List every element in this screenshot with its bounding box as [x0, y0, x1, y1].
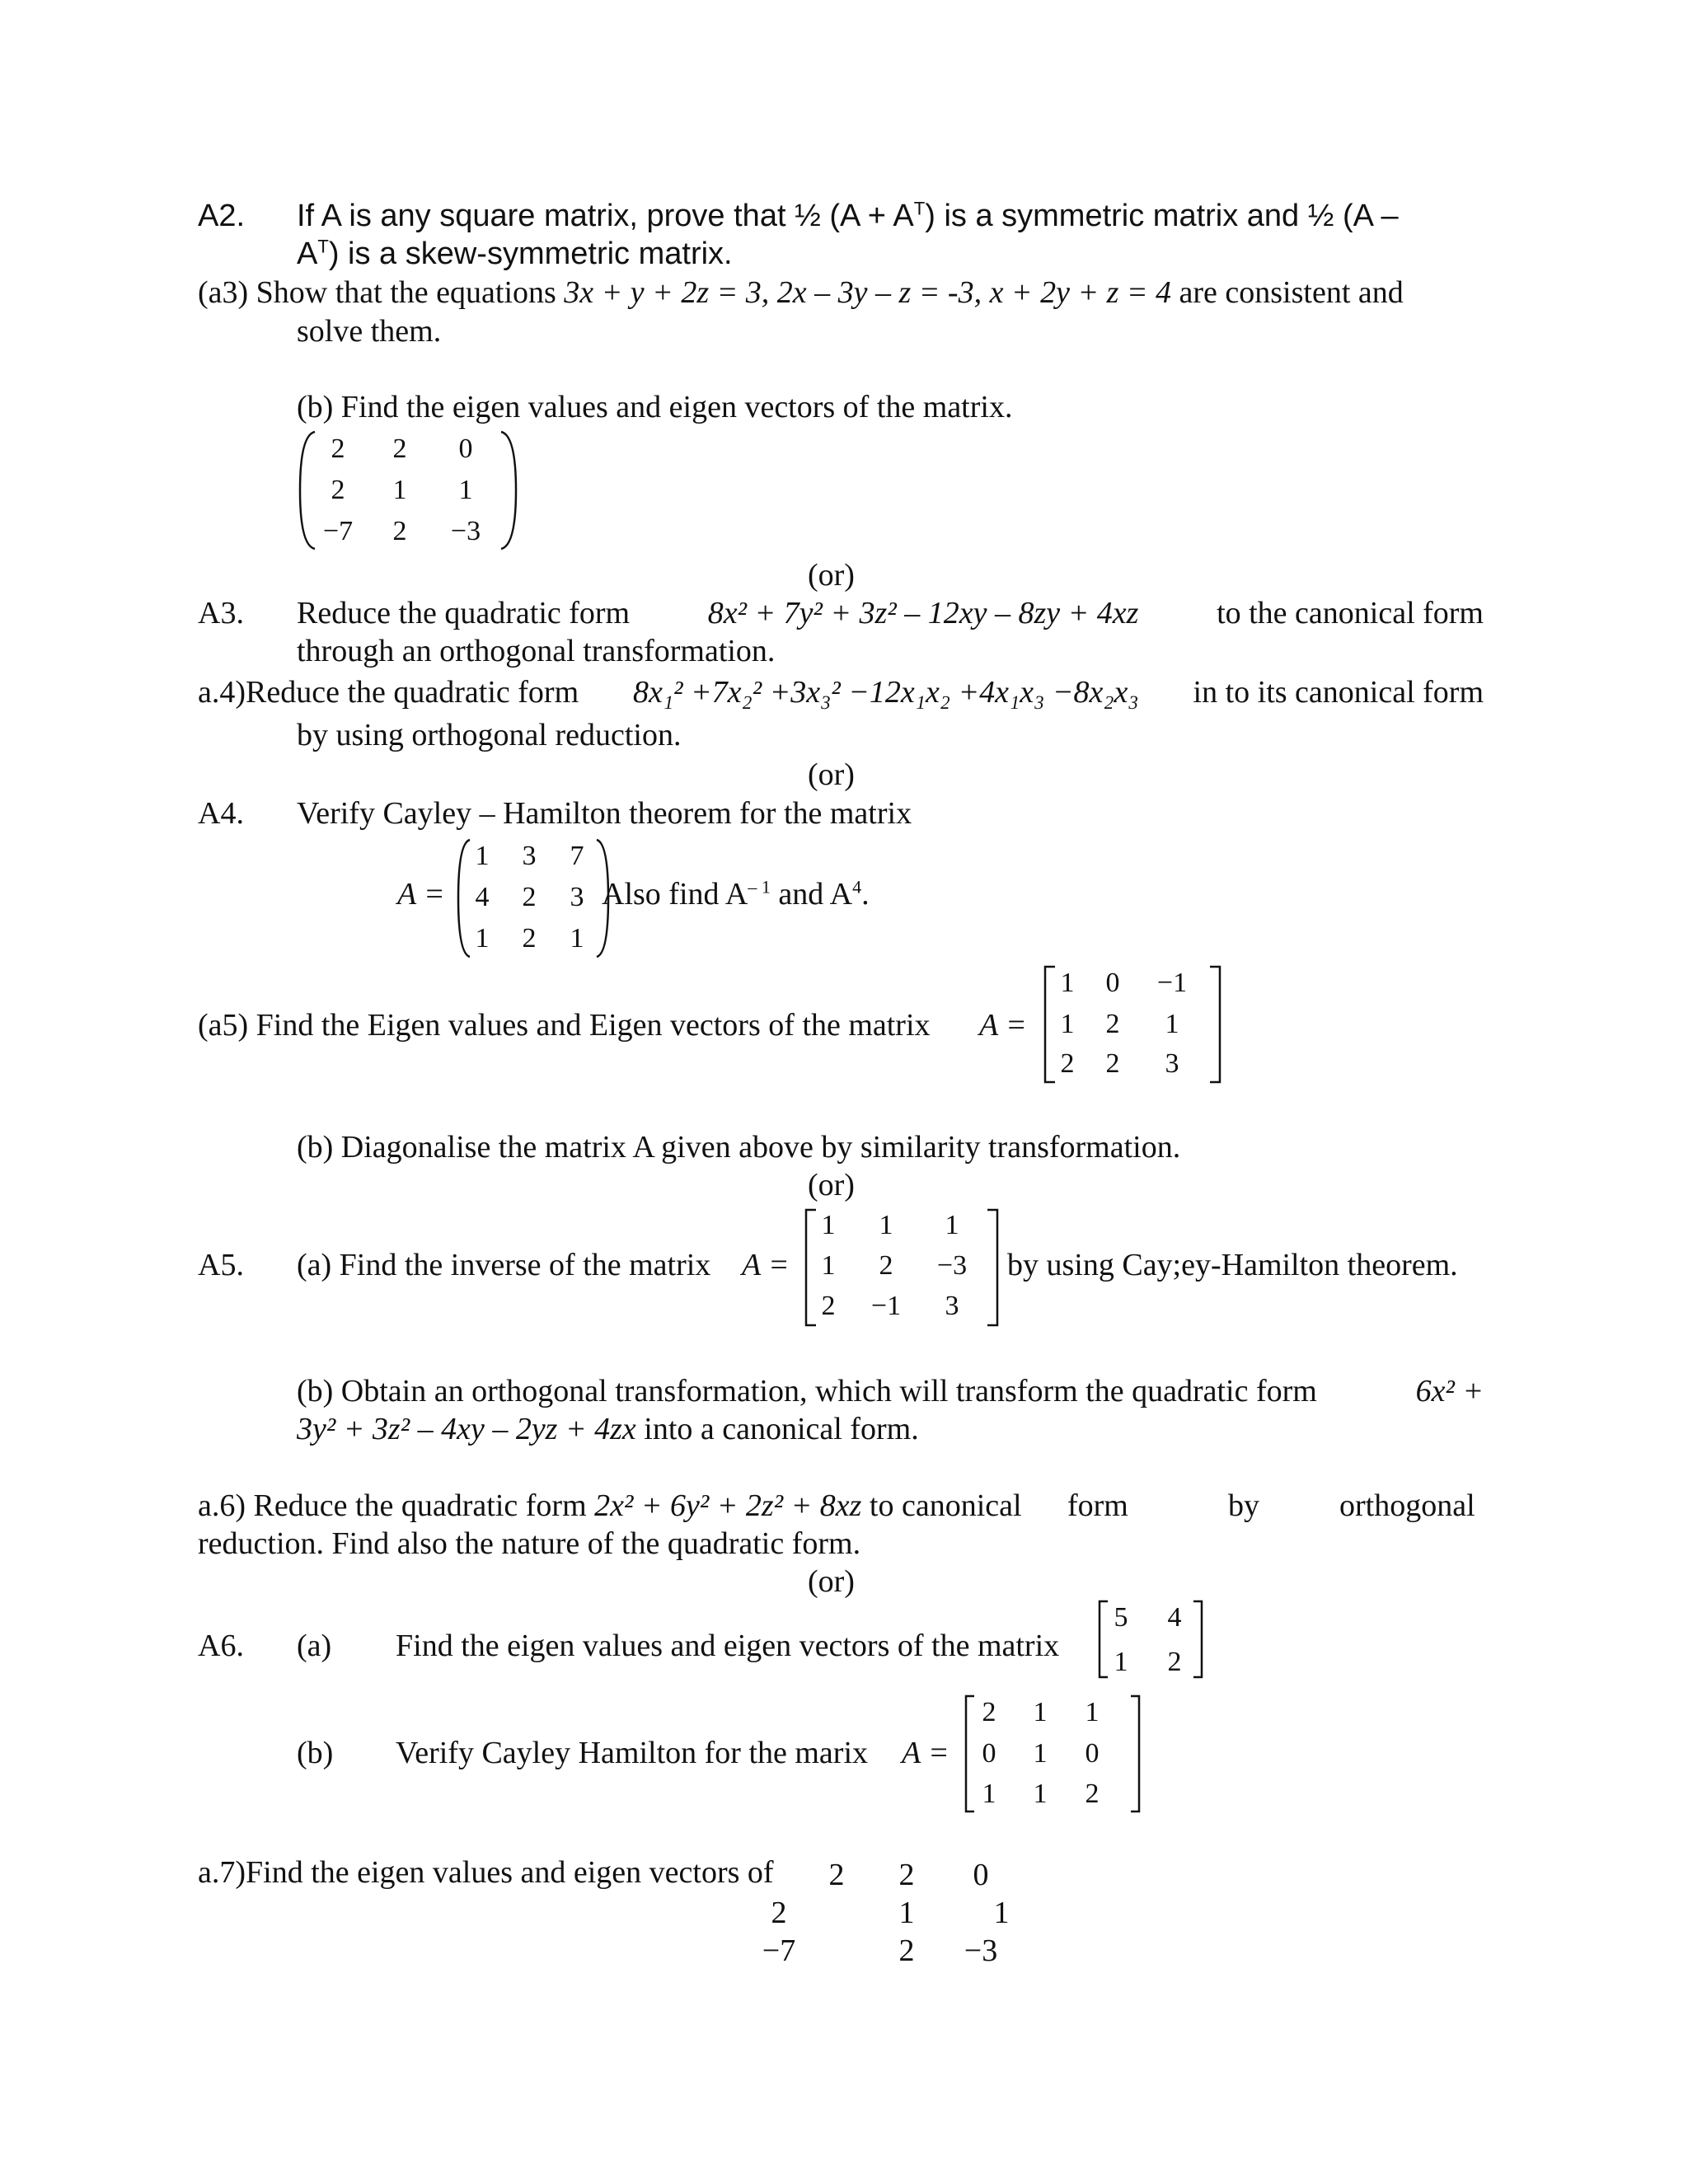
matrix-cell: 2	[898, 1858, 915, 1892]
A3-line1: Reduce the quadratic form 8x² + 7y² + 3z² – 12xy – 8zy + 4xz to the canonical form	[297, 596, 1484, 630]
matrix-cell: −3	[964, 1933, 998, 1968]
matrix-cell: 1	[898, 1896, 915, 1930]
or-separator: (or)	[808, 757, 855, 792]
matrix-cell: 2	[331, 475, 345, 505]
matrix-cell: 2	[1105, 1048, 1120, 1079]
matrix-cell: 4	[1167, 1602, 1182, 1633]
matrix-cell: 2	[522, 923, 537, 954]
matrix-cell: 1	[1060, 1009, 1075, 1039]
matrix-cell: 1	[1085, 1697, 1100, 1727]
matrix-cell: 2	[1105, 1009, 1120, 1039]
A6-a-text: Find the eigen values and eigen vectors of the matrix	[396, 1629, 1060, 1663]
matrix-cell: 2	[1085, 1779, 1100, 1809]
or-separator: (or)	[808, 558, 855, 593]
or-separator: (or)	[808, 1168, 855, 1202]
matrix-cell: 2	[898, 1933, 915, 1968]
A3-label: A3.	[198, 596, 244, 630]
a2-label: A2.	[198, 199, 246, 233]
matrix-cell: 0	[982, 1738, 996, 1769]
matrix-cell: 0	[1105, 968, 1120, 998]
matrix-cell: 1	[1033, 1738, 1048, 1769]
matrix-cell: 1	[1114, 1647, 1128, 1677]
matrix-cell: 5	[1114, 1602, 1128, 1633]
matrix-cell: 0	[458, 434, 473, 464]
A5-label: A5.	[198, 1248, 244, 1282]
matrix-cell: 1	[475, 923, 490, 954]
matrix-cell: 1	[1033, 1779, 1048, 1809]
matrix-cell: −1	[870, 1291, 902, 1321]
A4-text: Verify Cayley – Hamilton theorem for the matrix	[297, 796, 912, 831]
matrix-cell: −3	[450, 516, 481, 546]
or-separator: (or)	[808, 1564, 855, 1599]
matrix-cell: 1	[945, 1210, 959, 1240]
a5-text: (a5) Find the Eigen values and Eigen vectors of the matrix	[198, 1008, 931, 1043]
a3-line1: (a3) Show that the equations 3x + y + 2z = 3, 2x – 3y – z = -3, x + 2y + z = 4 are consistent and	[198, 275, 1404, 310]
matrix-cell: 2	[1167, 1647, 1182, 1677]
matrix-cell: 1	[821, 1250, 836, 1281]
matrix-cell: −1	[1156, 968, 1188, 998]
a5-matrix-var: A =	[979, 1008, 1027, 1043]
matrix-cell: 1	[570, 923, 584, 954]
a6-line1: a.6) Reduce the quadratic form 2x² + 6y² + 2z² + 8xz to canonical	[198, 1488, 1022, 1523]
a4-line2: by using orthogonal reduction.	[297, 718, 682, 752]
A6-b-matrix-var: A =	[902, 1736, 950, 1770]
matrix-cell: 0	[1085, 1738, 1100, 1769]
A5b-line1: (b) Obtain an orthogonal transformation, which will transform the quadratic form 6x² +	[297, 1374, 1484, 1408]
matrix-cell: −7	[322, 516, 354, 546]
matrix-cell: 4	[475, 882, 490, 912]
A5-text: (a) Find the inverse of the matrix	[297, 1248, 711, 1282]
matrix-cell: −7	[762, 1933, 796, 1968]
a6-word-orthogonal: orthogonal	[1339, 1488, 1475, 1523]
matrix-cell: −3	[936, 1250, 968, 1281]
matrix-cell: 2	[522, 882, 537, 912]
A4-label: A4.	[198, 796, 244, 831]
A5b-line2: 3y² + 3z² – 4xy – 2yz + 4zx into a canonical form.	[297, 1412, 919, 1446]
matrix-cell: 1	[458, 475, 473, 505]
a3-line2: solve them.	[297, 314, 442, 349]
matrix-cell: 2	[392, 516, 407, 546]
matrix-cell: 1	[475, 841, 490, 871]
a5b-text: (b) Diagonalise the matrix A given above by similarity transformation.	[297, 1130, 1181, 1165]
A3-line2: through an orthogonal transformation.	[297, 634, 776, 668]
A6-b-text: Verify Cayley Hamilton for the marix	[396, 1736, 869, 1770]
matrix-cell: 2	[879, 1250, 893, 1281]
matrix-cell: 1	[1060, 968, 1075, 998]
a2-line2: $A^T$) is a skew-symmetric matrix.	[297, 236, 733, 271]
A6-a-label: (a)	[297, 1629, 332, 1663]
matrix-cell: 2	[821, 1291, 836, 1321]
matrix-cell: 7	[570, 841, 584, 871]
a3b-text: (b) Find the eigen values and eigen vectors of the matrix.	[297, 390, 1013, 424]
A6-b-label: (b)	[297, 1736, 334, 1770]
matrix-cell: 1	[821, 1210, 836, 1240]
matrix-cell: 1	[1165, 1009, 1179, 1039]
matrix-cell: 3	[570, 882, 584, 912]
matrix-cell: 2	[331, 434, 345, 464]
matrix-cell: 2	[392, 434, 407, 464]
matrix-cell: 3	[945, 1291, 959, 1321]
matrix-cell: 1	[879, 1210, 893, 1240]
a6-word-form: form	[1067, 1488, 1128, 1523]
matrix-cell: 3	[522, 841, 537, 871]
matrix-cell: 1	[993, 1896, 1010, 1930]
matrix-cell: 1	[392, 475, 407, 505]
a2-line1: If A is any square matrix, prove that ½ $(A + A^T)$ is a symmetric matrix and ½ (A –	[297, 198, 1399, 233]
A6-label: A6.	[198, 1629, 244, 1663]
matrix-cell: 2	[771, 1896, 787, 1930]
matrix-cell: 0	[973, 1858, 989, 1892]
matrix-cell: 1	[1033, 1697, 1048, 1727]
matrix-cell: 3	[1165, 1048, 1179, 1079]
A5-tail: by using Cay;ey-Hamilton theorem.	[1007, 1248, 1458, 1282]
a6-word-by: by	[1228, 1488, 1259, 1523]
a4-line1: a.4)Reduce the quadratic form 8x₁² +7x₂² +3x₃² −12x₁x₂ +4x₁x₃ −8x₂x₃ in to its canonical form	[198, 675, 1484, 710]
matrix-cell: 2	[828, 1858, 845, 1892]
A4-also: Also find $A^{- 1}$ and $A^4$.	[602, 876, 870, 912]
matrix-cell: 1	[982, 1779, 996, 1809]
A4-matrix-var: A =	[397, 877, 445, 912]
A5-matrix-var: A =	[742, 1248, 790, 1282]
matrix-cell: 2	[1060, 1048, 1075, 1079]
a6-line2: reduction. Find also the nature of the quadratic form.	[198, 1526, 861, 1561]
matrix-cell: 2	[982, 1697, 996, 1727]
a7-text: a.7)Find the eigen values and eigen vectors of	[198, 1855, 774, 1890]
